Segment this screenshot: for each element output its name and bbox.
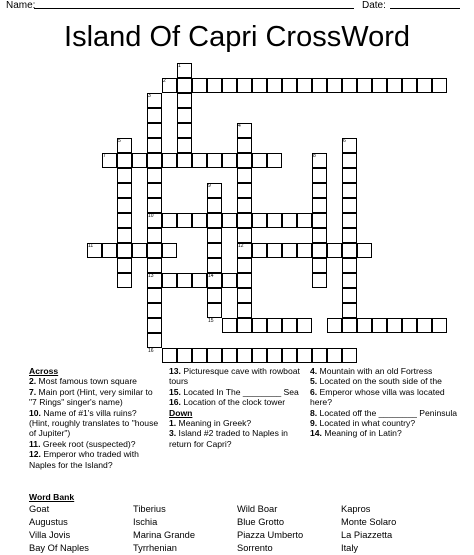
clue-item-text: Name of #1's villa ruins? (Hint, roughly translates to "house of Jupiter") (29, 407, 159, 439)
word-bank-item: Ischia (133, 517, 158, 527)
crossword-cell[interactable] (207, 258, 222, 273)
crossword-cell[interactable] (342, 183, 357, 198)
clue-item (29, 408, 159, 439)
name-label: Name: (6, 0, 36, 11)
word-bank-title: Word Bank (29, 492, 75, 502)
crossword-cell[interactable] (267, 78, 282, 93)
crossword-cell[interactable] (267, 318, 282, 333)
crossword-cell[interactable] (207, 303, 222, 318)
crossword-cell[interactable] (312, 243, 327, 258)
crossword-cell[interactable] (387, 318, 402, 333)
crossword-cell[interactable] (117, 273, 132, 288)
crossword-cell[interactable] (267, 153, 282, 168)
clue-number: 13 (148, 273, 154, 279)
crossword-cell[interactable] (327, 78, 342, 93)
crossword-cell[interactable] (267, 348, 282, 363)
crossword-cell[interactable] (237, 168, 252, 183)
crossword-cell[interactable] (342, 318, 357, 333)
crossword-cell[interactable] (222, 213, 237, 228)
crossword-cell[interactable] (342, 348, 357, 363)
clue-item-number: 6. (310, 386, 318, 397)
date-field[interactable] (390, 8, 460, 9)
clue-item-text: Island #2 traded to Naples in return for Capri? (169, 428, 288, 449)
crossword-cell[interactable] (357, 318, 372, 333)
clue-number: 10 (148, 213, 154, 219)
crossword-cell[interactable] (207, 228, 222, 243)
clue-number: 9 (208, 183, 211, 189)
crossword-cell[interactable] (117, 198, 132, 213)
word-bank-item: Blue Grotto (237, 517, 285, 527)
crossword-cell[interactable] (147, 258, 162, 273)
clue-item-text: Meaning of in Latin? (321, 428, 402, 439)
clue-item (169, 428, 304, 449)
crossword-cell[interactable] (432, 78, 447, 93)
clue-item-number: 8. (310, 407, 318, 418)
crossword-cell[interactable] (177, 348, 192, 363)
crossword-cell[interactable] (147, 198, 162, 213)
crossword-cell[interactable] (162, 273, 177, 288)
crossword-cell[interactable] (162, 348, 177, 363)
clue-item-number: 11. (29, 438, 41, 449)
crossword-cell[interactable] (312, 258, 327, 273)
clue-item-number: 13. (169, 366, 181, 376)
clue-item-number: 15. (169, 386, 181, 397)
crossword-cell[interactable] (117, 183, 132, 198)
word-bank-item: Tiberius (133, 504, 166, 514)
crossword-cell[interactable] (147, 318, 162, 333)
crossword-cell[interactable] (372, 318, 387, 333)
crossword-cell[interactable] (297, 213, 312, 228)
crossword-cell[interactable] (342, 273, 357, 288)
word-bank-item: Villa Jovis (29, 530, 71, 540)
clue-item-text: Located in what country? (317, 418, 416, 429)
clue-number: 12 (238, 243, 244, 249)
crossword-cell[interactable] (327, 348, 342, 363)
word-bank-item: Goat (29, 504, 50, 514)
crossword-cell[interactable] (282, 348, 297, 363)
crossword-cell[interactable] (237, 258, 252, 273)
clue-number: 11 (88, 243, 94, 249)
crossword-cell[interactable] (207, 348, 222, 363)
crossword-cell[interactable] (237, 318, 252, 333)
crossword-cell[interactable] (312, 213, 327, 228)
crossword-cell[interactable] (327, 318, 342, 333)
crossword-cell[interactable] (342, 78, 357, 93)
crossword-cell[interactable] (177, 123, 192, 138)
clues-column-2 (169, 366, 304, 449)
clue-item (310, 387, 460, 408)
crossword-cell[interactable] (222, 318, 237, 333)
crossword-cell[interactable] (267, 243, 282, 258)
crossword-cell[interactable] (342, 288, 357, 303)
crossword-cell[interactable] (357, 243, 372, 258)
crossword-cell[interactable] (297, 78, 312, 93)
crossword-cell[interactable] (147, 228, 162, 243)
clue-item-text: Most famous town square (36, 376, 137, 387)
crossword-cell[interactable] (387, 78, 402, 93)
crossword-cell[interactable] (147, 183, 162, 198)
clue-item (169, 366, 304, 387)
crossword-cell[interactable] (207, 288, 222, 303)
clue-item-text: Picturesque cave with rowboat tours (169, 366, 300, 387)
crossword-cell[interactable] (207, 243, 222, 258)
crossword-cell[interactable] (117, 213, 132, 228)
crossword-cell[interactable] (342, 168, 357, 183)
crossword-cell[interactable] (342, 213, 357, 228)
clue-number: 7 (103, 153, 106, 159)
crossword-cell[interactable] (102, 243, 117, 258)
clue-item-number: 16. (169, 397, 181, 408)
word-bank-item: Kapros (341, 504, 371, 514)
clue-item-number: 9. (310, 418, 318, 429)
clue-item-text: Mountain with an old Fortress (317, 366, 433, 376)
crossword-cell[interactable] (402, 318, 417, 333)
crossword-cell[interactable] (192, 78, 207, 93)
crossword-cell[interactable] (177, 153, 192, 168)
clue-item-text: Greek root (suspected)? (40, 438, 136, 449)
crossword-cell[interactable] (237, 348, 252, 363)
crossword-cell[interactable] (342, 258, 357, 273)
clue-item-text: Located In The ________ Sea (180, 386, 299, 397)
clue-number: 3 (148, 93, 151, 99)
clue-item-number: 14. (310, 428, 322, 439)
clue-item-number: 7. (29, 386, 37, 397)
clue-number: 15 (208, 318, 214, 324)
crossword-cell[interactable] (237, 273, 252, 288)
crossword-cell[interactable] (147, 288, 162, 303)
crossword-cell[interactable] (177, 213, 192, 228)
crossword-cell[interactable] (147, 243, 162, 258)
clue-item (169, 397, 304, 407)
clue-item (310, 428, 460, 438)
clue-item (169, 387, 304, 397)
clue-item-number: 12. (29, 449, 41, 460)
clues-column-1 (29, 366, 159, 470)
crossword-cell[interactable] (147, 153, 162, 168)
crossword-cell[interactable] (312, 228, 327, 243)
clue-item-text: Meaning in Greek? (176, 418, 252, 429)
crossword-cell[interactable] (342, 228, 357, 243)
crossword-cell[interactable] (342, 243, 357, 258)
crossword-cell[interactable] (222, 348, 237, 363)
crossword-cell[interactable] (177, 273, 192, 288)
crossword-cell[interactable] (417, 78, 432, 93)
clue-item-number: 4. (310, 366, 318, 376)
crossword-cell[interactable] (162, 153, 177, 168)
clue-item (29, 449, 159, 470)
clue-item-text: Emperor whose villa was located here? (310, 386, 445, 408)
word-bank-item: Italy (341, 543, 359, 553)
crossword-cell[interactable] (147, 303, 162, 318)
crossword-cell[interactable] (132, 243, 147, 258)
crossword-cell[interactable] (162, 243, 177, 258)
clue-item (310, 376, 460, 386)
crossword-cell[interactable] (117, 258, 132, 273)
crossword-cell[interactable] (402, 78, 417, 93)
crossword-cell[interactable] (312, 78, 327, 93)
crossword-cell[interactable] (252, 213, 267, 228)
crossword-cell[interactable] (207, 198, 222, 213)
clue-number: 16 (148, 348, 154, 354)
crossword-cell[interactable] (267, 213, 282, 228)
crossword-cell[interactable] (222, 273, 237, 288)
crossword-cell[interactable] (342, 153, 357, 168)
crossword-cell[interactable] (237, 198, 252, 213)
date-label: Date: (362, 0, 386, 11)
crossword-cell[interactable] (312, 273, 327, 288)
word-bank-item: Sorrento (237, 543, 273, 553)
crossword-cell[interactable] (192, 273, 207, 288)
clue-item (169, 418, 304, 428)
clue-number: 6 (343, 138, 346, 144)
clue-number: 2 (163, 78, 166, 84)
crossword-cell[interactable] (222, 153, 237, 168)
word-bank-item: Wild Boar (237, 504, 278, 514)
crossword-cell[interactable] (342, 303, 357, 318)
word-bank-item: Bay Of Naples (29, 543, 89, 553)
crossword-cell[interactable] (207, 78, 222, 93)
clue-number: 4 (238, 123, 241, 129)
crossword-cell[interactable] (222, 78, 237, 93)
crossword-cell[interactable] (417, 318, 432, 333)
crossword-cell[interactable] (117, 153, 132, 168)
crossword-cell[interactable] (147, 108, 162, 123)
crossword-cell[interactable] (207, 153, 222, 168)
crossword-cell[interactable] (282, 213, 297, 228)
crossword-cell[interactable] (192, 348, 207, 363)
clue-item-text: Located off the ________ Peninsula (317, 407, 458, 418)
name-field[interactable] (34, 8, 354, 9)
crossword-cell[interactable] (282, 243, 297, 258)
crossword-cell[interactable] (282, 318, 297, 333)
word-bank-item: La Piazzetta (341, 530, 393, 540)
crossword-cell[interactable] (312, 198, 327, 213)
page-title: Island Of Capri CrossWord (64, 21, 410, 53)
crossword-cell[interactable] (252, 318, 267, 333)
clue-item-text: Emperor who traded with Naples for the Island? (29, 449, 139, 470)
crossword-cell[interactable] (147, 168, 162, 183)
clue-number: 14 (208, 273, 214, 279)
clue-item (29, 439, 159, 449)
clue-item (29, 387, 159, 408)
crossword-cell[interactable] (177, 93, 192, 108)
crossword-cell[interactable] (117, 168, 132, 183)
word-bank-item: Piazza Umberto (237, 530, 304, 540)
crossword-cell[interactable] (117, 228, 132, 243)
clue-number: 1 (178, 63, 181, 69)
clue-item-text: Main port (Hint, very similar to "7 Rings" singer's name) (29, 386, 153, 408)
crossword-cell[interactable] (432, 318, 447, 333)
crossword-cell[interactable] (237, 138, 252, 153)
clue-item (310, 366, 460, 376)
crossword-cell[interactable] (162, 213, 177, 228)
clue-item (29, 376, 159, 386)
crossword-cell[interactable] (252, 153, 267, 168)
crossword-cell[interactable] (192, 213, 207, 228)
clue-number: 8 (313, 153, 316, 159)
crossword-cell[interactable] (237, 213, 252, 228)
clue-item-text: Located on the south side of the (317, 376, 442, 387)
crossword-cell[interactable] (252, 348, 267, 363)
clue-item (310, 418, 460, 428)
clue-item-number: 10. (29, 407, 41, 418)
crossword-cell[interactable] (312, 183, 327, 198)
clue-item-number: 2. (29, 376, 37, 387)
crossword-cell[interactable] (342, 198, 357, 213)
crossword-cell[interactable] (147, 333, 162, 348)
clue-item (310, 408, 460, 418)
clue-heading: Down (169, 407, 193, 418)
crossword-cell[interactable] (357, 78, 372, 93)
crossword-cell[interactable] (297, 318, 312, 333)
crossword-cell[interactable] (297, 348, 312, 363)
crossword-cell[interactable] (177, 138, 192, 153)
word-bank-item: Tyrrhenian (133, 543, 177, 553)
crossword-cell[interactable] (252, 78, 267, 93)
clues-column-3 (310, 366, 460, 439)
crossword-cell[interactable] (237, 153, 252, 168)
crossword-cell[interactable] (312, 348, 327, 363)
word-bank-item: Augustus (29, 517, 68, 527)
crossword-cell[interactable] (282, 78, 297, 93)
crossword-cell[interactable] (372, 78, 387, 93)
crossword-cell[interactable] (177, 78, 192, 93)
clue-item-number: 5. (310, 376, 318, 387)
crossword-cell[interactable] (192, 153, 207, 168)
crossword-cell[interactable] (237, 288, 252, 303)
crossword-cell[interactable] (177, 108, 192, 123)
word-bank-item: Monte Solaro (341, 517, 397, 527)
clue-heading: Across (29, 366, 59, 376)
crossword-cell[interactable] (207, 213, 222, 228)
crossword-cell[interactable] (147, 138, 162, 153)
crossword-cell[interactable] (147, 123, 162, 138)
crossword-cell[interactable] (252, 243, 267, 258)
crossword-cell[interactable] (312, 168, 327, 183)
crossword-cell[interactable] (327, 243, 342, 258)
crossword-cell[interactable] (237, 183, 252, 198)
crossword-cell[interactable] (237, 303, 252, 318)
clue-number: 5 (118, 138, 121, 144)
crossword-cell[interactable] (237, 228, 252, 243)
crossword-cell[interactable] (117, 243, 132, 258)
crossword-cell[interactable] (237, 78, 252, 93)
word-bank-item: Marina Grande (133, 530, 196, 540)
clue-item-text: Location of the clock tower (180, 397, 286, 408)
crossword-cell[interactable] (132, 153, 147, 168)
crossword-cell[interactable] (297, 243, 312, 258)
clue-item-number: 1. (169, 418, 177, 429)
clue-item-number: 3. (169, 428, 177, 439)
